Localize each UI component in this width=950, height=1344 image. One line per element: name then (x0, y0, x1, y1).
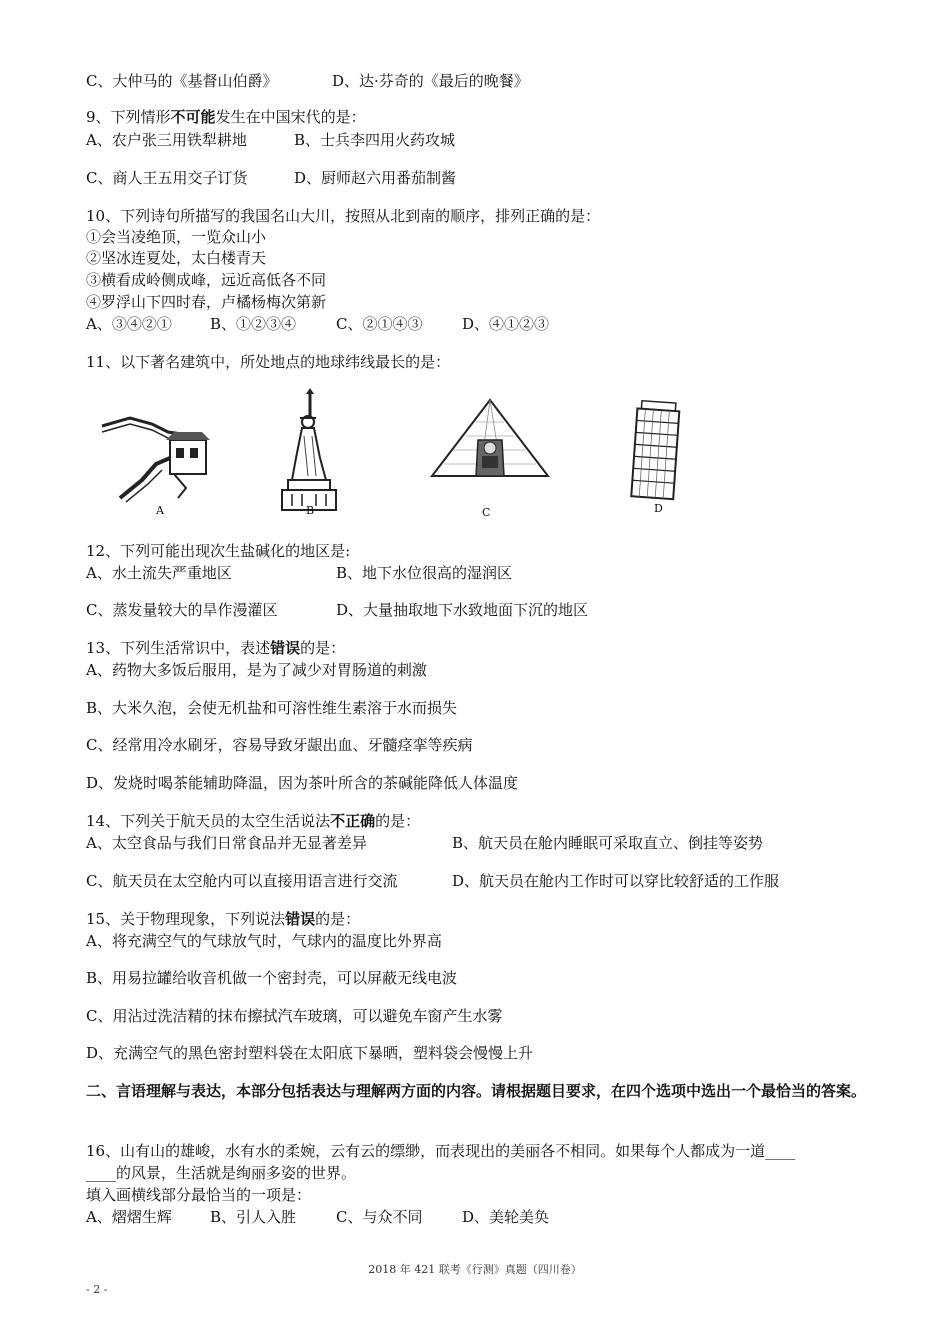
section-2-heading: 二、言语理解与表达，本部分包括表达与理解两方面的内容。请根据题目要求，在四个选项中选出一个最恰当的答案。 (86, 1082, 867, 1100)
q13-option-d: D、发烧时喝茶能辅助降温，因为茶叶所含的茶碱能降低人体温度 (86, 774, 519, 792)
q9-option-a: A、农户张三用铁犁耕地 (86, 131, 247, 149)
q9-option-b: B、士兵李四用火药攻城 (294, 131, 456, 149)
q11-stem: 11、以下著名建筑中，所处地点的地球纬线最长的是： (86, 353, 451, 371)
q9-stem-text-end: 发生在中国宋代的是： (215, 108, 366, 126)
q9-options-ab (86, 131, 456, 149)
q16-option-b: B、引人入胜 (210, 1208, 297, 1226)
q8-option-d: D、达·芬奇的《最后的晚餐》 (332, 72, 529, 90)
q15-option-c: C、用沾过洗洁精的抹布擦拭汽车玻璃，可以避免车窗产生水雾 (86, 1007, 503, 1025)
q13-stem-emphasis: 错误 (270, 639, 301, 657)
q15-option-b: B、用易拉罐给收音机做一个密封壳，可以屏蔽无线电波 (86, 969, 458, 987)
q13-stem-text: 13、下列生活常识中，表述 (86, 639, 271, 657)
q13-stem-text-end: 的是： (300, 639, 346, 657)
q16-option-c: C、与众不同 (336, 1208, 423, 1226)
q13-option-c: C、经常用冷水刷牙，容易导致牙龈出血、牙髓痉挛等疾病 (86, 736, 473, 754)
q14-option-d: D、航天员在舱内工作时可以穿比较舒适的工作服 (452, 872, 780, 890)
q14-options-cd (86, 872, 780, 890)
q10-item-4: ④罗浮山下四时春，卢橘杨梅次第新 (86, 293, 327, 311)
figure-a-great-wall (90, 388, 230, 528)
q16-option-d: D、美轮美奂 (462, 1208, 550, 1226)
q10-option-b: B、①②③④ (210, 315, 297, 333)
statue-of-liberty-drawing (246, 388, 386, 528)
q9-option-d: D、厨师赵六用番茄制酱 (294, 169, 457, 187)
q10-item-1: ①会当凌绝顶，一览众山小 (86, 228, 267, 246)
q14-stem-text-end: 的是： (375, 812, 421, 830)
q10-option-d: D、④①②③ (462, 315, 550, 333)
figure-c-label: C (482, 506, 491, 519)
q16-prompt: 填入画横线部分最恰当的一项是： (86, 1186, 312, 1204)
q16-stem-line1: 16、山有山的雄峻，水有水的柔婉，云有云的缥缈，而表现出的美丽各不相同。如果每个人都成为一道____ (86, 1142, 796, 1160)
q10-option-c: C、②①④③ (336, 315, 423, 333)
q16-stem-line2: ____的风景，生活就是绚丽多姿的世界。 (86, 1164, 357, 1182)
q10-item-2: ②坚冰连夏处，太白楼青天 (86, 249, 267, 267)
q13-stem (86, 639, 345, 657)
q13-option-b: B、大米久泡，会使无机盐和可溶性维生素溶于水而损失 (86, 699, 458, 717)
page-number: - 2 - (86, 1283, 108, 1296)
q12-stem: 12、下列可能出现次生盐碱化的地区是: (86, 542, 351, 560)
q14-option-c: C、航天员在太空舱内可以直接用语言进行交流 (86, 872, 398, 890)
q8-option-c: C、大仲马的《基督山伯爵》 (86, 72, 278, 90)
figure-c-pyramid (420, 388, 560, 528)
figure-b-label: B (306, 504, 315, 517)
figure-b-statue-of-liberty (246, 388, 386, 528)
q12-options-ab (86, 564, 513, 582)
q9-option-c: C、商人王五用交子订货 (86, 169, 248, 187)
q9-stem (86, 108, 366, 126)
q13-option-a: A、药物大多饭后服用，是为了减少对胃肠道的刺激 (86, 661, 427, 679)
figure-d-label: D (654, 502, 663, 515)
q16-option-a: A、熠熠生辉 (86, 1208, 172, 1226)
q9-stem-text: 9、下列情形 (86, 108, 171, 126)
q15-option-d: D、充满空气的黑色密封塑料袋在太阳底下暴晒，塑料袋会慢慢上升 (86, 1044, 534, 1062)
q12-option-a: A、水土流失严重地区 (86, 564, 232, 582)
figure-d-leaning-tower (588, 388, 728, 528)
q12-option-c: C、蒸发量较大的旱作漫灌区 (86, 601, 278, 619)
q15-stem-text: 15、关于物理现象，下列说法 (86, 910, 286, 928)
q10-stem: 10、下列诗句所描写的我国名山大川，按照从北到南的顺序，排列正确的是： (86, 207, 601, 225)
q12-option-b: B、地下水位很高的湿润区 (336, 564, 513, 582)
q12-option-d: D、大量抽取地下水致地面下沉的地区 (336, 601, 589, 619)
q9-stem-emphasis: 不可能 (170, 108, 216, 126)
page-footer-title: 2018 年 421 联考《行测》真题（四川卷） (368, 1263, 582, 1276)
q14-option-a: A、太空食品与我们日常食品并无显著差异 (86, 834, 367, 852)
q15-stem-text-end: 的是： (315, 910, 361, 928)
q10-option-a: A、③④②① (86, 315, 172, 333)
q15-stem-emphasis: 错误 (285, 910, 316, 928)
figure-a-label: A (156, 504, 164, 517)
q12-options-cd (86, 601, 589, 619)
q8-options (86, 72, 529, 90)
q14-stem-emphasis: 不正确 (330, 812, 376, 830)
q14-option-b: B、航天员在舱内睡眠可采取直立、倒挂等姿势 (452, 834, 764, 852)
q10-item-3: ③横看成岭侧成峰，远近高低各不同 (86, 271, 327, 289)
q16-options (86, 1208, 550, 1226)
q14-options-ab (86, 834, 764, 852)
q9-options-cd (86, 169, 457, 187)
q14-stem-text: 14、下列关于航天员的太空生活说法 (86, 812, 331, 830)
q10-options (86, 315, 550, 333)
q14-stem (86, 812, 420, 830)
q15-stem (86, 910, 360, 928)
q15-option-a: A、将充满空气的气球放气时，气球内的温度比外界高 (86, 932, 442, 950)
